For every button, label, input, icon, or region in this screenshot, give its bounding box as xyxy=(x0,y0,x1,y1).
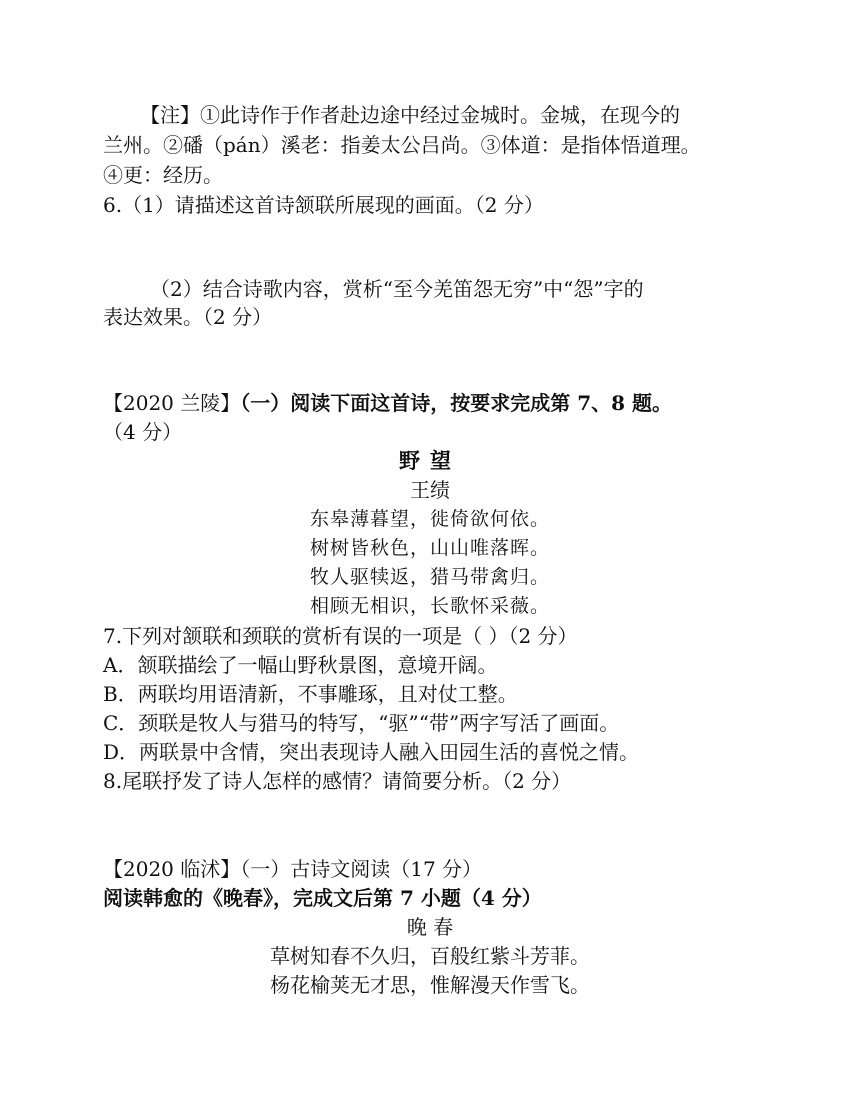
question-7: 7.下列对颔联和颈联的赏析有误的一项是（ ）（2 分） xyxy=(103,624,578,648)
note-line-3: ④更：经历。 xyxy=(103,163,223,187)
poem-title: 野望 xyxy=(399,448,461,473)
poem-author: 王绩 xyxy=(410,478,450,502)
option-d: D．两联景中含情，突出表现诗人融入田园生活的喜悦之情。 xyxy=(103,740,640,764)
section-2-instruction: （一）阅读下面这首诗，按要求完成第 7、8 题。 xyxy=(240,391,673,415)
section-2-header xyxy=(103,389,672,417)
question-6-2-line-1: （2）结合诗歌内容，赏析“至今羌笛怨无穷”中“怨”字的 xyxy=(150,277,644,301)
poem-2-title: 晚 春 xyxy=(406,915,454,939)
poem-2-line: 草树知春不久归，百般红紫斗芳菲。 xyxy=(270,944,590,968)
poem-line: 相顾无相识，长歌怀采薇。 xyxy=(309,595,550,617)
section-3-instruction: 阅读韩愈的《晚春》，完成文后第 7 小题（4 分） xyxy=(103,886,542,910)
option-a: A．颔联描绘了一幅山野秋景图，意境开阔。 xyxy=(103,653,498,677)
poem-2-line: 杨花榆荚无才思，惟解漫天作雪飞。 xyxy=(270,973,590,997)
note-line-2: 兰州。②磻（pán）溪老：指姜太公吕尚。③体道：是指体悟道理。 xyxy=(103,133,701,157)
poem-line: 东皋薄暮望，徙倚欲何依。 xyxy=(309,508,550,530)
section-2-score: （4 分） xyxy=(103,420,183,444)
question-6-1: 6.（1）请描述这首诗颔联所展现的画面。（2 分） xyxy=(103,193,544,217)
option-c: C．颈联是牧人与猎马的特写，“驱”“带”两字写活了画面。 xyxy=(103,711,620,735)
note-line-1: 【注】①此诗作于作者赴边途中经过金城时。金城，在现今的 xyxy=(140,103,680,127)
section-3-header: 【2020 临沭】（一）古诗文阅读（17 分） xyxy=(103,857,483,881)
section-2-tag: 【2020 兰陵】 xyxy=(103,391,241,415)
question-8: 8.尾联抒发了诗人怎样的感情？请简要分析。（2 分） xyxy=(103,769,572,793)
question-6-2-line-2: 表达效果。（2 分） xyxy=(103,305,273,329)
poem-line: 牧人驱犊返，猎马带禽归。 xyxy=(309,566,550,588)
poem-line: 树树皆秋色，山山唯落晖。 xyxy=(309,537,550,559)
option-b: B．两联均用语清新，不事雕琢，且对仗工整。 xyxy=(103,682,518,706)
